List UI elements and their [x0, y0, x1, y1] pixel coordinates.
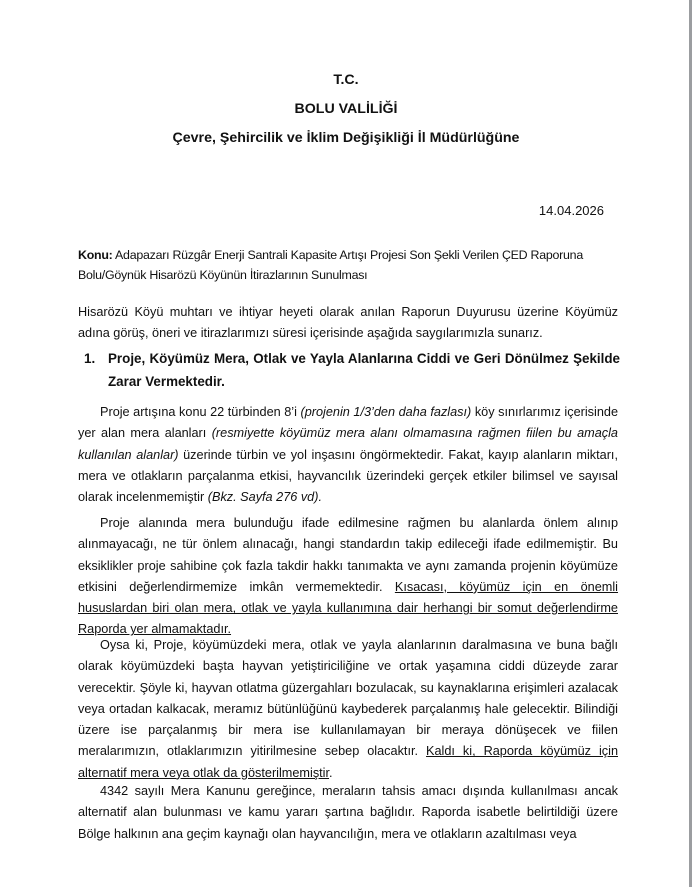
p1-italic-a: (projenin 1/3’den daha fazlası) — [300, 405, 472, 419]
p3-text: Oysa ki, Proje, köyümüzdeki mera, otlak ve yayla alanlarının daralmasına ve buna bağlı olarak köyümüzdeki başta hayvan yetiştiriciliğine ve ortak yaşamına ciddi düzeyde zarar verecektir. Şöyle ki, hayvan otlatma güzergahları bozulacak, su kaynaklarına erişimleri azalacak veya ortadan kalkacak, meramız bütünlüğünü kaybederek parçalanmış hale gelecektir. Bilindiği üzere ise parçalanmış bir mera ise kullanılamayan bir meraya dönüşecek ve fiilen meralarımızın, otlaklarımızın yitirilmesine sebep olacaktır. — [78, 638, 618, 759]
p1-text-c: üzerinde türbin ve yol inşasını öngörmektedir. Fakat, kayıp alanların miktarı, mera ve otlakların parçalanma etkisi, hayvancılık üzerindeki gerçek etkiler bilimsel ve sayısal olarak incelenmemiştir — [78, 447, 618, 505]
intro-paragraph: Hisarözü Köyü muhtarı ve ihtiyar heyeti olarak anılan Raporun Duyurusu üzerine Köyümüz adına görüş, öneri ve itirazlarımızı süresi içerisinde aşağıda saygılarımızla sunarız. — [78, 305, 618, 340]
p3-underlined: Kaldı ki, Raporda köyümüz için alternatif mera veya otlak da gösterilmemiştir — [78, 744, 618, 780]
section-heading-1 — [84, 347, 620, 393]
paragraph-2 — [78, 513, 618, 641]
paragraph-3 — [78, 635, 618, 784]
p3-end: . — [329, 765, 333, 780]
subject-label: Konu: — [78, 248, 113, 262]
p4-text: 4342 sayılı Mera Kanunu gereğince, meraların tahsis amacı dışında kullanılması ancak alternatif alan bulunması ve kamu yararı şartına bağlıdır. Raporda isabetle belirtildiği üzere Bölge halkının ana geçim kaynağı olan hayvancılığın, mera ve otlakların azaltılması veya — [78, 784, 618, 841]
section-number: 1. — [84, 351, 96, 366]
p1-text-a: Proje artışına konu 22 türbinden 8’i — [100, 405, 301, 419]
p1-text-b: köy sınırlarımız içerisinde yer alan mera alanları — [78, 405, 619, 441]
p1-italic-c: (Bkz. Sayfa 276 vd). — [207, 490, 322, 505]
paragraph-1 — [78, 402, 618, 508]
p2-text: Proje alanında mera bulunduğu ifade edilmesine rağmen bu alanlarda önlem alınıp alınmayacağı, ne tür önlem alınacağı, hangi standardın takip edileceği ifade edilmemiştir. Bu eksiklikler proje sahibine çok fazla takdir hakkı tanımakta ve aynı zamanda projenin köyümüze etkisini değerlendirmemize imkân vermemektedir. — [78, 516, 618, 594]
document-date: 14.04.2026 — [538, 203, 604, 218]
subject-text: Adapazarı Rüzgâr Enerji Santrali Kapasite Artışı Projesi Son Şekli Verilen ÇED Raporuna Bolu/Göynük Hisarözü Köyünün İtirazlarının Sunulması — [78, 248, 583, 282]
header-governorship: BOLU VALİLİĞİ — [294, 101, 398, 117]
paragraph-4 — [78, 781, 618, 845]
header-directorate: Çevre, Şehircilik ve İklim Değişikliği İl Müdürlüğüne — [172, 130, 520, 146]
p2-underlined: Kısacası, köyümüz için en önemli hususlardan biri olan mera, otlak ve yayla kullanımına dair herhangi bir somut değerlendirme Raporda yer almamaktadır. — [78, 579, 619, 637]
p1-italic-b: (resmiyette köyümüz mera alanı olmamasına rağmen fiilen bu amaçla kullanılan alanlar) — [78, 426, 618, 462]
subject-block — [78, 245, 623, 285]
section-title: Proje, Köyümüz Mera, Otlak ve Yayla Alanlarına Ciddi ve Geri Dönülmez Şekilde Zarar Vermektedir. — [108, 351, 620, 389]
header-tc: T.C. — [333, 72, 359, 88]
